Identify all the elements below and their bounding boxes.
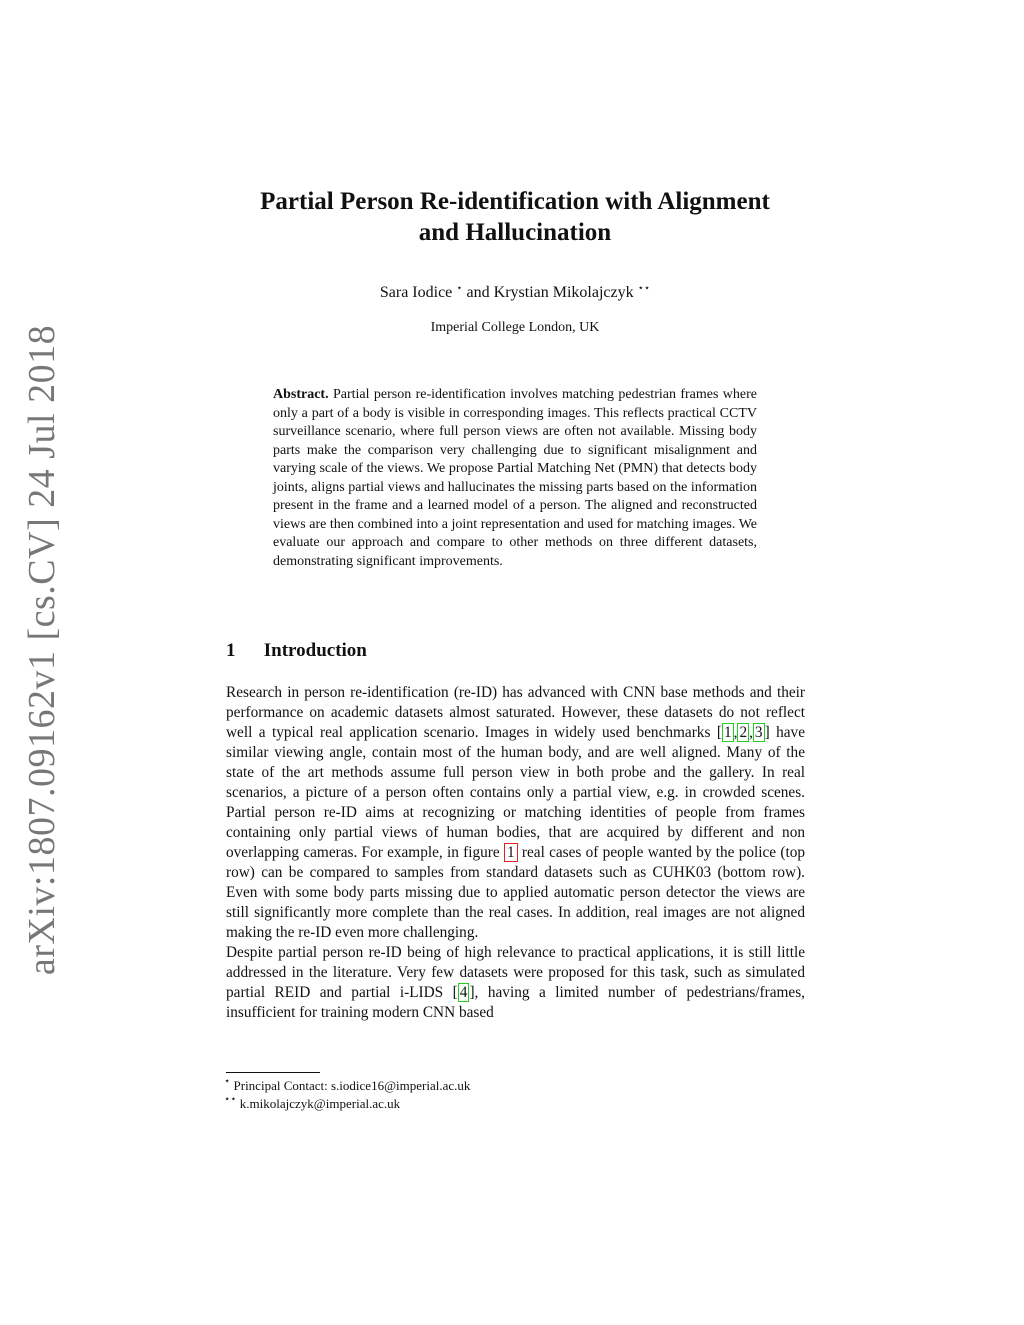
- citation-bracket: ]: [469, 984, 475, 1001]
- citation-bracket: [: [716, 724, 722, 741]
- arxiv-identifier: arXiv:1807.09162v1 [cs.CV] 24 Jul 2018: [21, 324, 63, 976]
- author-joiner: and: [466, 284, 490, 301]
- figure-reference-link[interactable]: 1: [504, 843, 518, 862]
- citation-link[interactable]: 1: [723, 724, 732, 741]
- text-run: , having a limited number of pedestrians/frames, insufficient for training modern CNN based: [226, 984, 805, 1021]
- paper-title: [200, 186, 830, 248]
- footnote-mark: ⋆: [224, 1076, 231, 1087]
- section-title: Introduction: [263, 640, 367, 661]
- footnote-mark: ⋆⋆: [637, 283, 651, 294]
- footnote: [224, 1077, 470, 1095]
- body-text: [226, 683, 805, 1023]
- footnote-rule: [226, 1072, 320, 1073]
- citation-bracket: [: [452, 984, 458, 1001]
- author-name: Krystian Mikolajczyk: [493, 284, 634, 301]
- citation-bracket: ]: [764, 724, 770, 741]
- footnotes: [224, 1077, 470, 1113]
- text-run: have similar viewing angle, contain most of the human body, and are well aligned. Many of the state of the art methods assume full person view in both probe and the gallery. In real scenarios, a picture of a person often contains only a partial view, e.g. in crowded scenes. Partial person re-ID aims at recognizing or matching identities of people from frames containing only partial views of human bodies, that are acquired by different and non overlapping cameras. For example, in figure: [226, 724, 805, 861]
- title-line-1: Partial Person Re-identification with Alignment: [260, 188, 770, 215]
- title-line-2: and Hallucination: [418, 219, 612, 246]
- abstract-text: Partial person re-identification involves matching pedestrian frames where only a part of a body is visible in corresponding images. This reflects practical CCTV surveillance scenario, where full person views are often not available. Missing body parts make the comparison very challenging due to significant misalignment and varying scale of the views. We propose Partial Matching Net (PMN) that detects body joints, aligns partial views and hallucinates the missing parts based on the information present in the frame and a learned model of a person. The aligned and reconstructed views are then combined into a joint representation and used for matching images. We evaluate our approach and compare to other methods on three different datasets, demonstrating significant improvements.: [273, 387, 757, 569]
- affiliation: Imperial College London, UK: [430, 320, 600, 335]
- text-run: ,: [733, 724, 738, 741]
- text-run: ,: [749, 724, 753, 741]
- text-run: Despite partial person re-ID being of high relevance to practical applications, it is still little addressed in the literature. Very few datasets were proposed for this task, such as simulated partial REID and partial i-LIDS: [226, 944, 805, 1001]
- citation-link[interactable]: 2: [739, 724, 748, 741]
- citation-link[interactable]: 4: [459, 984, 468, 1001]
- citation-link[interactable]: 3: [754, 724, 763, 741]
- section-heading: [226, 640, 367, 662]
- author-list: [200, 284, 830, 302]
- footnote: [224, 1095, 470, 1113]
- text-run: real cases of people wanted by the police (top row) can be compared to samples from standard datasets such as CUHK03 (bottom row). Even with some body parts missing due to applied automatic person detector the views are still significantly more complete than the real cases. In addition, real images are not aligned making the re-ID even more challenging.: [226, 844, 805, 941]
- paragraph: [226, 683, 805, 943]
- footnote-text: k.mikolajczyk@imperial.ac.uk: [239, 1096, 401, 1111]
- abstract: [273, 386, 757, 571]
- text-run: Research in person re-identification (re-ID) has advanced with CNN base methods and their performance on academic datasets almost saturated. However, these datasets do not reflect well a typical real application scenario. Images in widely used benchmarks: [226, 684, 805, 741]
- footnote-text: Principal Contact: s.iodice16@imperial.ac.uk: [233, 1078, 471, 1093]
- abstract-label: Abstract.: [273, 387, 329, 402]
- author-name: Sara Iodice: [379, 284, 453, 301]
- footnote-mark: ⋆: [456, 283, 463, 294]
- paragraph: [226, 943, 805, 1023]
- section-number: 1: [226, 640, 236, 661]
- footnote-mark: ⋆⋆: [224, 1094, 237, 1105]
